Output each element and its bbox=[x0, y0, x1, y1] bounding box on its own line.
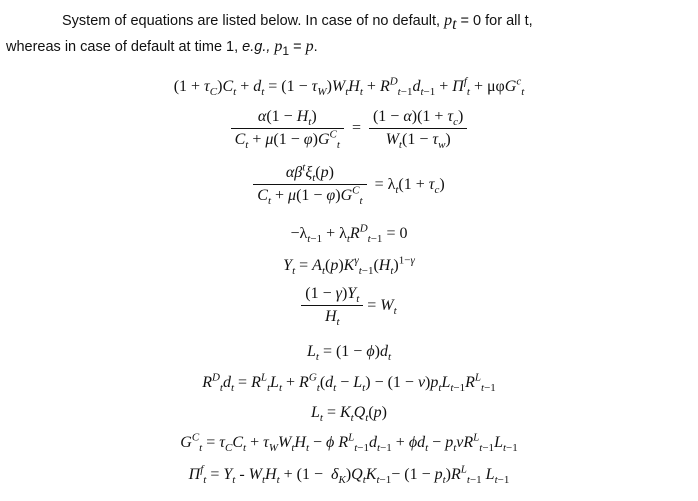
fraction-wage: $\frac{(1 - \gamma)Y_t}{H_t}$ bbox=[301, 285, 363, 326]
equation-euler: $-\lambda_{t-1} + \lambda_tR^D_{t-1} = 0$ bbox=[290, 222, 408, 246]
math-pt-zero: $p_t = 0$ bbox=[444, 12, 486, 33]
equation-wage: $\frac{(1 - \gamma)Y_t}{H_t}$ = $W_t$ bbox=[0, 285, 698, 326]
eg-text: e.g., bbox=[242, 38, 271, 55]
intro-paragraph bbox=[6, 10, 694, 62]
equation-government: $G^C_t = \tau_CC_t + \tau_WW_tH_t - \phi$ $R^L_{t-1}d_{t-1} + \phi d_t - p_t\nu R^L_{t-1}L_{t-1}$ bbox=[180, 431, 518, 455]
intro-text-2: for all t, bbox=[485, 13, 533, 29]
math-p1: $p_1 = p$. bbox=[274, 37, 318, 58]
equation-capital: $L_t = K_tQ_t(p)$ bbox=[310, 404, 387, 425]
equation-profit: $\Pi^f_t = Y_t - W_tH_t + (1 - \delta_K)Q_tK_{t-1}- (1 - p_t)R^L_{t-1}$ $L_{t-1}$ bbox=[188, 463, 510, 487]
equation-budget: $(1 + \tau_C)C_t + d_t = (1 - \tau_W)W_tH_t + R^D_{t-1}d_{t-1} + \Pi^f_t + \mu\varphi G^c_t$ bbox=[173, 75, 525, 99]
intro-line-1 bbox=[6, 10, 694, 36]
intro-text-3: whereas in case of default at time 1, bbox=[6, 38, 243, 55]
equation-loans: $L_t = (1 - \phi)d_t$ bbox=[306, 343, 391, 364]
equation-production: $Y_t = A_t(p)K^\gamma_{t-1}(H_t)^{1-\gamma}$ bbox=[283, 254, 415, 278]
fraction-labor-rhs: $\frac{(1 - \alpha)(1 + \tau_c)}{W_t(1 - \tau_w)}$ bbox=[369, 108, 467, 149]
intro-text-1: System of equations are listed below. In case of no default, bbox=[62, 13, 445, 29]
equation-labor: $\frac{\alpha(1 - H_t)}{C_t + \mu(1 - \varphi)G^C_t}$ = $\frac{(1 - \alpha)(1 + \tau_c)}{W_t(1 - \tau_w)}$ bbox=[0, 108, 698, 149]
equation-marginal-utility: $\frac{\alpha\beta^t\xi_t(p)}{C_t + \mu(1 - \varphi)G^C_t}$ = $\lambda_t(1 + \tau_c)$ bbox=[0, 164, 698, 205]
intro-line-2 bbox=[6, 36, 694, 62]
fraction-labor-lhs: $\frac{\alpha(1 - H_t)}{C_t + \mu(1 - \varphi)G^C_t}$ bbox=[231, 108, 344, 149]
fraction-mu: $\frac{\alpha\beta^t\xi_t(p)}{C_t + \mu(1 - \varphi)G^C_t}$ bbox=[253, 164, 366, 205]
equation-deposit-rate: $R^D_td_t = R^L_tL_t + R^G_t(d_t - L_t) - (1 - \nu)p_tL_{t-1}R^L_{t-1}$ bbox=[202, 371, 496, 395]
